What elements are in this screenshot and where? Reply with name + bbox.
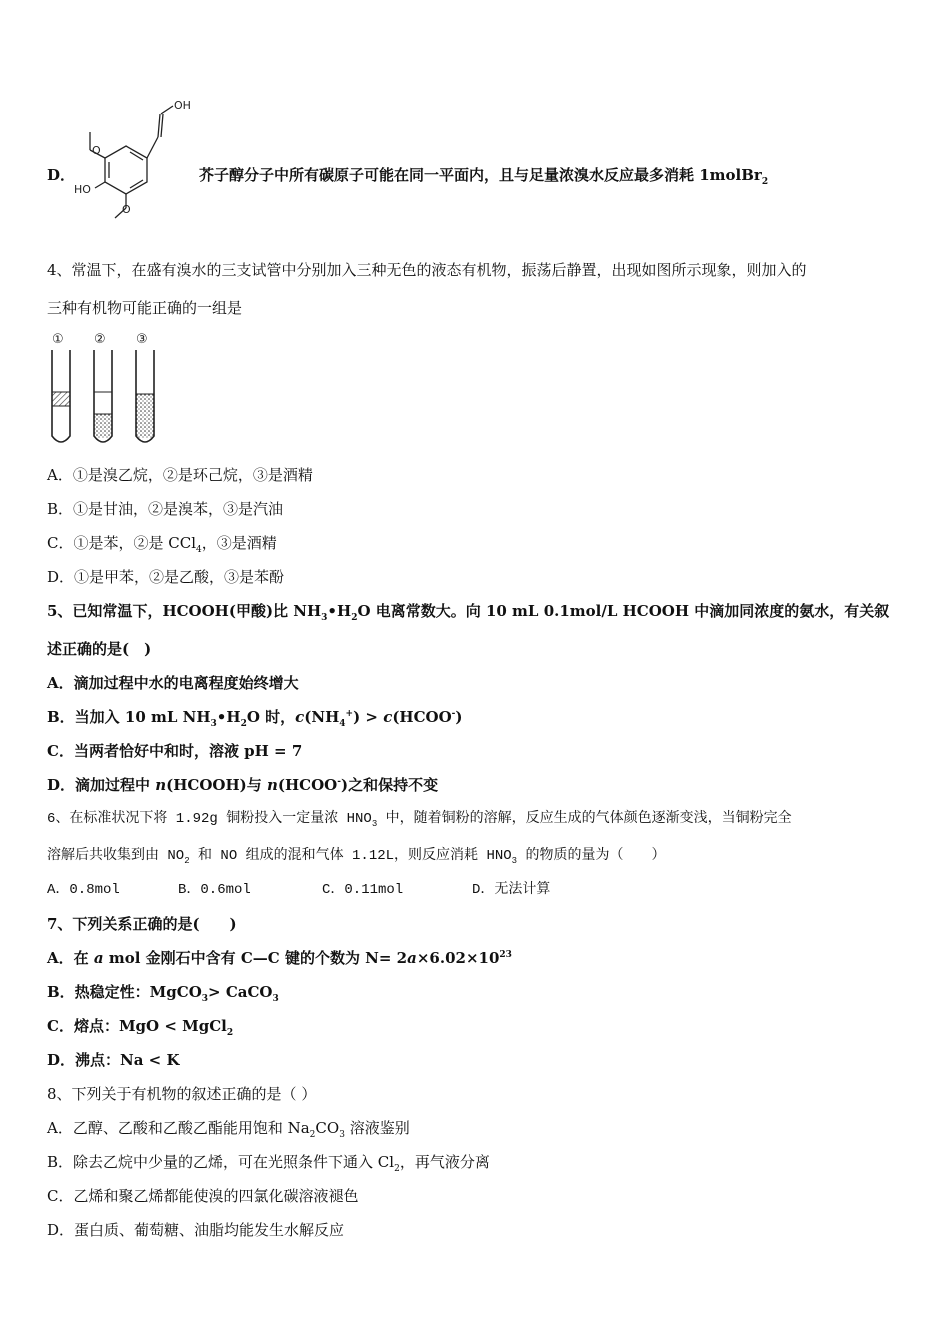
q7-option-b: B．热稳定性：MgCO$_3$> CaCO$_3$ bbox=[47, 983, 279, 1004]
q8-stem: 8、下列关于有机物的叙述正确的是（ ） bbox=[47, 1085, 317, 1103]
q5-option-d: D．滴加过程中 n(HCOOH)与 n(HCOO-)之和保持不变 bbox=[47, 776, 439, 794]
q6-option-c: C．0.11mol bbox=[322, 882, 404, 898]
oh-label: OH bbox=[174, 99, 191, 112]
q4-option-c: C．①是苯，②是 CCl$_4$，③是酒精 bbox=[47, 534, 277, 555]
tube-1 bbox=[52, 350, 70, 442]
test-tubes-figure bbox=[44, 330, 174, 450]
q5-option-b: B．当加入 10 mL $NH_3•H_2O$ 时，$c(NH_4^+)$ > c(HCOO-) bbox=[47, 708, 463, 729]
q7-option-c: C．熔点：MgO < MgCl$_2$ bbox=[47, 1017, 234, 1038]
q6-option-d: D．无法计算 bbox=[472, 882, 551, 898]
tube-2-label: ② bbox=[94, 332, 106, 347]
q5-option-a: A．滴加过程中水的电离程度始终增大 bbox=[47, 674, 299, 692]
q3-option-d-label: D． bbox=[47, 166, 76, 184]
tube-1-label: ① bbox=[52, 332, 64, 347]
ho-label: HO bbox=[74, 183, 91, 196]
q4-option-b: B．①是甘油，②是溴苯，③是汽油 bbox=[47, 500, 284, 518]
q8-option-b: B．除去乙烷中少量的乙烯，可在光照条件下通入 $Cl_2$，再气液分离 bbox=[47, 1153, 490, 1174]
tube-3 bbox=[136, 350, 154, 442]
q4-option-a: A．①是溴乙烷，②是环己烷，③是酒精 bbox=[47, 466, 313, 484]
q6-option-a: A．0.8mol bbox=[47, 882, 120, 898]
q4-stem-line1: 4、常温下，在盛有溴水的三支试管中分别加入三种无色的液态有机物，振荡后静置，出现如图所示现象，则加入的 bbox=[47, 261, 807, 279]
tube-2 bbox=[94, 350, 112, 442]
q3-option-d-text: 芥子醇分子中所有碳原子可能在同一平面内，且与足量浓溴水反应最多消耗 1molBr$_2$ bbox=[199, 166, 769, 187]
q6-stem-line1: 6、在标准状况下将 1.92g 铜粉投入一定量浓 $HNO_3$ 中，随着铜粉的溶解，反应生成的气体颜色逐渐变浅，当铜粉完全 bbox=[47, 811, 792, 829]
q8-option-d: D．蛋白质、葡萄糖、油脂均能发生水解反应 bbox=[47, 1221, 345, 1239]
q7-stem: 7、下列关系正确的是( ) bbox=[47, 915, 237, 933]
q5-option-c: C．当两者恰好中和时，溶液 pH = 7 bbox=[47, 742, 303, 760]
sinapyl-alcohol-structure bbox=[70, 92, 200, 227]
q5-stem-line1: 5、已知常温下，HCOOH(甲酸)比 $NH_3•H_2O$ 电离常数大。向 10 mL 0.1mol/L HCOOH 中滴加同浓度的氨水，有关叙 bbox=[47, 602, 890, 623]
q8-option-a: A．乙醇、乙酸和乙酸乙酯能用饱和 $Na_2CO_3$ 溶液鉴别 bbox=[47, 1119, 410, 1140]
q7-option-d: D．沸点：Na < K bbox=[47, 1051, 180, 1069]
tube-3-label: ③ bbox=[136, 332, 148, 347]
q6-option-b: B．0.6mol bbox=[178, 882, 251, 898]
q4-stem-line2: 三种有机物可能正确的一组是 bbox=[47, 299, 243, 317]
q6-stem-line2: 溶解后共收集到由 $NO_2$ 和 NO 组成的混和气体 1.12L，则反应消耗 $HNO_3$ 的物质的量为（ ） bbox=[47, 848, 666, 866]
q7-option-a: A．在 a mol 金刚石中含有 C—C 键的个数为 $N= 2a\times 6.02\times 10^{23}$ bbox=[47, 949, 512, 967]
oxygen-label-bottom: O bbox=[122, 203, 131, 216]
q5-stem-line2: 述正确的是( ) bbox=[47, 640, 152, 658]
q4-option-d: D．①是甲苯，②是乙酸，③是苯酚 bbox=[47, 568, 285, 586]
oxygen-label-top: O bbox=[92, 144, 101, 157]
q8-option-c: C．乙烯和聚乙烯都能使溴的四氯化碳溶液褪色 bbox=[47, 1187, 359, 1205]
